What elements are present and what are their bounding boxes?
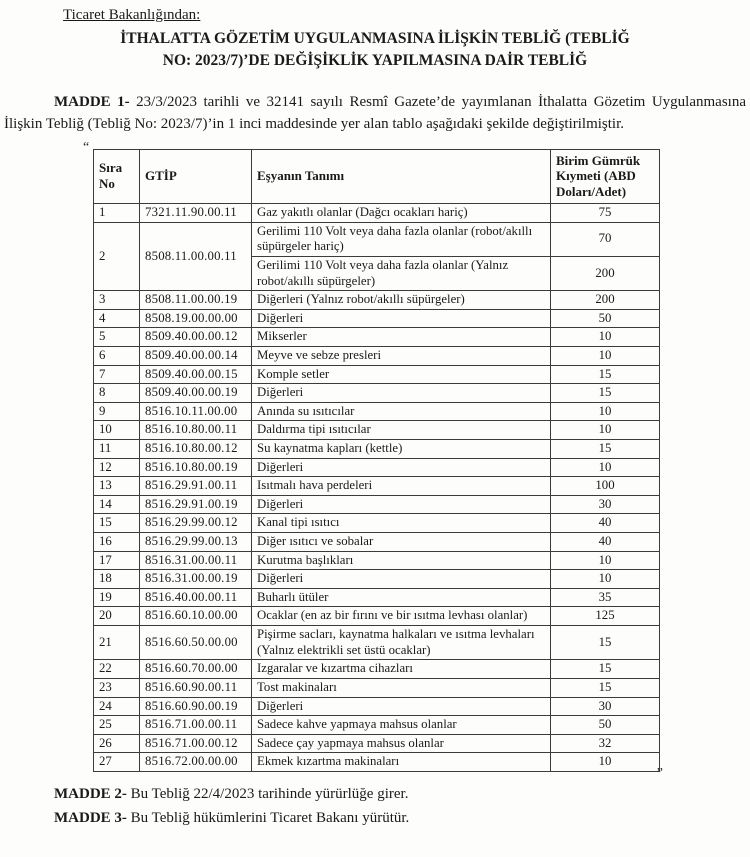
cell-birim-kiymet: 40: [551, 514, 660, 533]
cell-gtip: 8516.29.99.00.13: [140, 533, 252, 552]
cell-esya-tanimi: Mikserler: [252, 328, 551, 347]
cell-esya-tanimi: Sadece çay yapmaya mahsus olanlar: [252, 734, 551, 753]
cell-birim-kiymet: 200: [551, 256, 660, 290]
cell-sira-no: 12: [94, 458, 140, 477]
cell-esya-tanimi: Daldırma tipi ısıtıcılar: [252, 421, 551, 440]
cell-sira-no: 26: [94, 734, 140, 753]
table-row: [94, 495, 660, 514]
cell-sira-no: 18: [94, 570, 140, 589]
table-row: [94, 365, 660, 384]
cell-sira-no: 16: [94, 533, 140, 552]
header-gtip: GTİP: [140, 149, 252, 204]
goods-surveillance-table: [93, 149, 660, 772]
madde-3-paragraph: [4, 808, 746, 830]
cell-esya-tanimi: Su kaynatma kapları (kettle): [252, 440, 551, 459]
cell-esya-tanimi: Meyve ve sebze presleri: [252, 346, 551, 365]
cell-sira-no: 22: [94, 660, 140, 679]
table-row: [94, 660, 660, 679]
cell-gtip: 8509.40.00.00.15: [140, 365, 252, 384]
cell-sira-no: 2: [94, 222, 140, 290]
table-row: [94, 309, 660, 328]
cell-sira-no: 1: [94, 204, 140, 223]
table-row: [94, 678, 660, 697]
cell-birim-kiymet: 40: [551, 533, 660, 552]
table-row: [94, 588, 660, 607]
document-title-line-1: İTHALATTA GÖZETİM UYGULANMASINA İLİŞKİN TEBLİĞ (TEBLİĞ: [120, 30, 630, 47]
cell-gtip: 8516.60.50.00.00: [140, 626, 252, 660]
cell-sira-no: 24: [94, 697, 140, 716]
cell-sira-no: 23: [94, 678, 140, 697]
cell-birim-kiymet: 30: [551, 495, 660, 514]
table-row: [94, 551, 660, 570]
cell-gtip: 8516.10.80.00.19: [140, 458, 252, 477]
cell-sira-no: 7: [94, 365, 140, 384]
cell-esya-tanimi: Kanal tipi ısıtıcı: [252, 514, 551, 533]
cell-gtip: 8508.11.00.00.19: [140, 291, 252, 310]
madde-1-text: 23/3/2023 tarihli ve 32141 sayılı Resmî Gazete’de yayımlanan İthalatta Gözetim Uygulanmasına İlişkin Tebliğ (Tebliğ No: 2023/7)’in 1 inci maddesinde yer alan tablo aşağıdaki şekilde değiştirilmiştir.: [4, 94, 746, 132]
cell-birim-kiymet: 100: [551, 477, 660, 496]
madde-3-text: Bu Tebliğ hükümlerini Ticaret Bakanı yürütür.: [126, 809, 410, 826]
table-row: [94, 222, 660, 256]
madde-2-label: MADDE 2-: [54, 785, 127, 802]
cell-birim-kiymet: 50: [551, 309, 660, 328]
cell-gtip: 8516.29.91.00.11: [140, 477, 252, 496]
cell-esya-tanimi: Diğerleri: [252, 458, 551, 477]
cell-gtip: 8516.31.00.00.11: [140, 551, 252, 570]
cell-gtip: 8516.60.90.00.11: [140, 678, 252, 697]
cell-sira-no: 20: [94, 607, 140, 626]
cell-esya-tanimi: Kurutma başlıkları: [252, 551, 551, 570]
table-row: [94, 346, 660, 365]
document-title: [44, 28, 706, 72]
cell-sira-no: 19: [94, 588, 140, 607]
table-row: [94, 384, 660, 403]
close-quote-mark: ”: [656, 765, 663, 781]
table-row: [94, 421, 660, 440]
cell-birim-kiymet: 50: [551, 716, 660, 735]
goods-table-body: [94, 204, 660, 772]
cell-birim-kiymet: 15: [551, 678, 660, 697]
cell-esya-tanimi: Diğerleri: [252, 495, 551, 514]
cell-esya-tanimi: Diğerleri (Yalnız robot/akıllı süpürgeler): [252, 291, 551, 310]
cell-birim-kiymet: 15: [551, 660, 660, 679]
madde-1-label: MADDE 1-: [54, 94, 130, 110]
cell-gtip: 8516.29.91.00.19: [140, 495, 252, 514]
cell-gtip: 8516.29.99.00.12: [140, 514, 252, 533]
cell-sira-no: 8: [94, 384, 140, 403]
header-birim-kiymet: Birim Gümrük Kıymeti (ABD Doları/Adet): [551, 149, 660, 204]
table-row: [94, 697, 660, 716]
cell-gtip: 8516.10.80.00.11: [140, 421, 252, 440]
table-row: [94, 328, 660, 347]
cell-esya-tanimi: Komple setler: [252, 365, 551, 384]
table-row: [94, 477, 660, 496]
table-row: [94, 533, 660, 552]
cell-esya-tanimi: Tost makinaları: [252, 678, 551, 697]
cell-gtip: 8516.71.00.00.11: [140, 716, 252, 735]
cell-birim-kiymet: 200: [551, 291, 660, 310]
cell-birim-kiymet: 10: [551, 570, 660, 589]
cell-gtip: 8508.11.00.00.11: [140, 222, 252, 290]
cell-birim-kiymet: 10: [551, 328, 660, 347]
cell-birim-kiymet: 75: [551, 204, 660, 223]
table-header-row: [94, 149, 660, 204]
issuing-authority-text: Ticaret Bakanlığından:: [63, 7, 201, 23]
cell-sira-no: 27: [94, 753, 140, 772]
cell-gtip: 8509.40.00.00.14: [140, 346, 252, 365]
cell-sira-no: 14: [94, 495, 140, 514]
cell-esya-tanimi: Sadece kahve yapmaya mahsus olanlar: [252, 716, 551, 735]
cell-esya-tanimi: Gerilimi 110 Volt veya daha fazla olanlar (Yalnız robot/akıllı süpürgeler): [252, 256, 551, 290]
cell-gtip: 8516.71.00.00.12: [140, 734, 252, 753]
cell-gtip: 8516.60.10.00.00: [140, 607, 252, 626]
cell-esya-tanimi: Gaz yakıtlı olanlar (Dağcı ocakları hariç): [252, 204, 551, 223]
cell-gtip: 8516.60.70.00.00: [140, 660, 252, 679]
cell-birim-kiymet: 15: [551, 626, 660, 660]
cell-birim-kiymet: 30: [551, 697, 660, 716]
table-row: [94, 440, 660, 459]
cell-sira-no: 6: [94, 346, 140, 365]
cell-gtip: 8509.40.00.00.12: [140, 328, 252, 347]
header-sira-no: Sıra No: [94, 149, 140, 204]
cell-gtip: 8516.40.00.00.11: [140, 588, 252, 607]
cell-birim-kiymet: 10: [551, 421, 660, 440]
cell-esya-tanimi: Diğerleri: [252, 570, 551, 589]
cell-esya-tanimi: Diğerleri: [252, 309, 551, 328]
header-esya-tanimi: Eşyanın Tanımı: [252, 149, 551, 204]
table-row: [94, 458, 660, 477]
cell-esya-tanimi: Diğerleri: [252, 697, 551, 716]
cell-esya-tanimi: Pişirme sacları, kaynatma halkaları ve ısıtma levhaları (Yalnız elektrikli set üstü ocaklar): [252, 626, 551, 660]
cell-sira-no: 13: [94, 477, 140, 496]
cell-esya-tanimi: Isıtmalı hava perdeleri: [252, 477, 551, 496]
cell-birim-kiymet: 15: [551, 440, 660, 459]
cell-sira-no: 25: [94, 716, 140, 735]
table-row: [94, 716, 660, 735]
table-row: [94, 626, 660, 660]
cell-sira-no: 9: [94, 402, 140, 421]
cell-gtip: 8516.72.00.00.00: [140, 753, 252, 772]
table-row: [94, 402, 660, 421]
cell-esya-tanimi: Ekmek kızartma makinaları: [252, 753, 551, 772]
cell-birim-kiymet: 10: [551, 402, 660, 421]
table-row: [94, 753, 660, 772]
cell-birim-kiymet: 10: [551, 346, 660, 365]
madde-2-paragraph: [4, 784, 746, 806]
cell-esya-tanimi: Anında su ısıtıcılar: [252, 402, 551, 421]
madde-3-label: MADDE 3-: [54, 809, 127, 826]
cell-birim-kiymet: 10: [551, 551, 660, 570]
cell-sira-no: 11: [94, 440, 140, 459]
cell-gtip: 8516.10.80.00.12: [140, 440, 252, 459]
cell-gtip: 8509.40.00.00.19: [140, 384, 252, 403]
cell-esya-tanimi: Diğer ısıtıcı ve sobalar: [252, 533, 551, 552]
table-row: [94, 204, 660, 223]
table-row: [94, 734, 660, 753]
table-row: [94, 291, 660, 310]
cell-sira-no: 10: [94, 421, 140, 440]
cell-birim-kiymet: 70: [551, 222, 660, 256]
madde-1-paragraph: [4, 92, 746, 136]
cell-sira-no: 15: [94, 514, 140, 533]
cell-esya-tanimi: Gerilimi 110 Volt veya daha fazla olanlar (robot/akıllı süpürgeler hariç): [252, 222, 551, 256]
amendment-table-wrap: [83, 139, 663, 781]
cell-birim-kiymet: 15: [551, 384, 660, 403]
cell-sira-no: 17: [94, 551, 140, 570]
madde-2-text: Bu Tebliğ 22/4/2023 tarihinde yürürlüğe girer.: [126, 785, 409, 802]
cell-esya-tanimi: Buharlı ütüler: [252, 588, 551, 607]
cell-birim-kiymet: 125: [551, 607, 660, 626]
cell-birim-kiymet: 32: [551, 734, 660, 753]
cell-birim-kiymet: 35: [551, 588, 660, 607]
cell-sira-no: 4: [94, 309, 140, 328]
cell-esya-tanimi: Ocaklar (en az bir fırını ve bir ısıtma levhası olanlar): [252, 607, 551, 626]
table-row: [94, 607, 660, 626]
cell-esya-tanimi: Diğerleri: [252, 384, 551, 403]
cell-birim-kiymet: 15: [551, 365, 660, 384]
issuing-authority: [63, 7, 746, 24]
cell-sira-no: 3: [94, 291, 140, 310]
cell-gtip: 8516.10.11.00.00: [140, 402, 252, 421]
cell-gtip: 8516.60.90.00.19: [140, 697, 252, 716]
table-row: [94, 514, 660, 533]
cell-gtip: 7321.11.90.00.11: [140, 204, 252, 223]
cell-birim-kiymet: 10: [551, 458, 660, 477]
cell-gtip: 8516.31.00.00.19: [140, 570, 252, 589]
cell-sira-no: 21: [94, 626, 140, 660]
open-quote-mark: “: [83, 139, 90, 155]
cell-sira-no: 5: [94, 328, 140, 347]
table-row: [94, 570, 660, 589]
cell-gtip: 8508.19.00.00.00: [140, 309, 252, 328]
cell-birim-kiymet: 10: [551, 753, 660, 772]
cell-esya-tanimi: Izgaralar ve kızartma cihazları: [252, 660, 551, 679]
document-title-line-2: NO: 2023/7)’DE DEĞİŞİKLİK YAPILMASINA DAİR TEBLİĞ: [162, 52, 588, 69]
